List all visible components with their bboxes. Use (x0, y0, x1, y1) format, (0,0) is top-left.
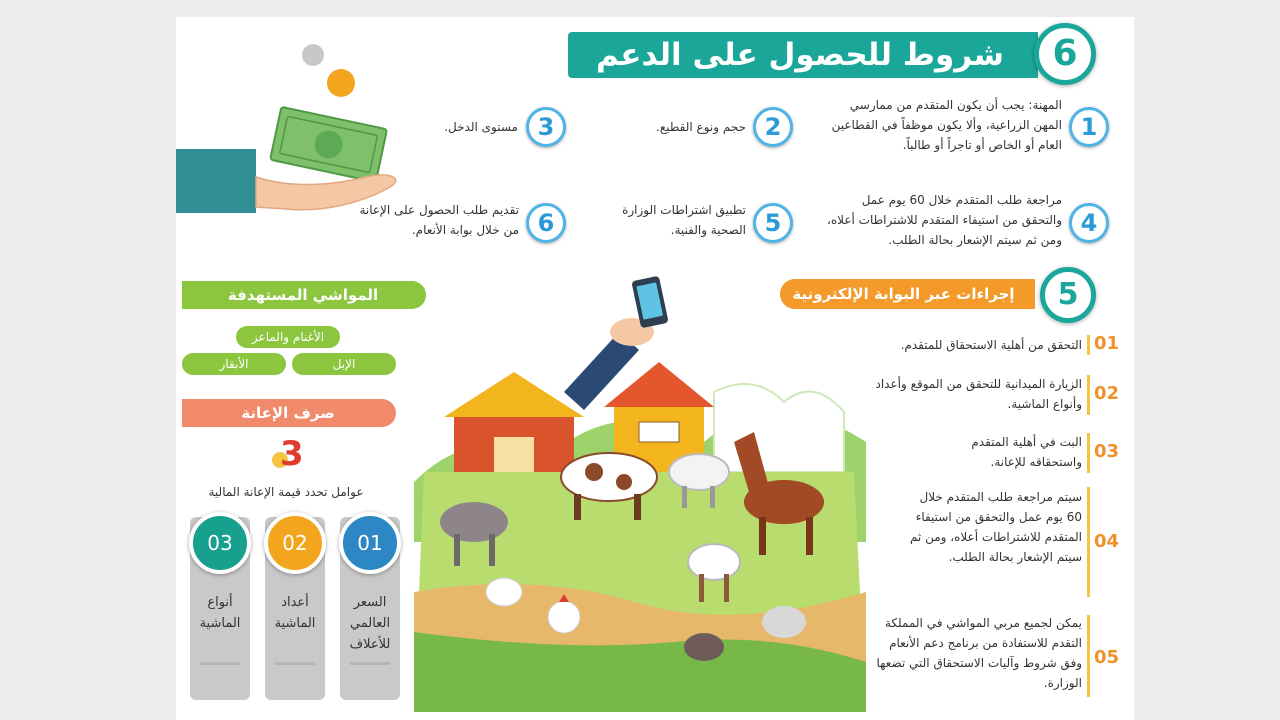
condition-text: تطبيق اشتراطات الوزارة الصحية والفنية. (622, 203, 746, 237)
condition-text: مراجعة طلب المتقدم خلال 60 يوم عمل والتحقق من استيفاء المتقدم للاشتراطات أعلاه، ومن ثم سيتم الإشعار بحالة الطلب. (827, 193, 1062, 247)
disbursement-title: صرف الإعانة (241, 404, 335, 422)
condition-text: المهنة: يجب أن يكون المتقدم من ممارسي المهن الزراعية، وألا يكون موظفاً في القطاعين العام أو الخاص أو تاجراً أو طالباً. (831, 98, 1062, 152)
step-bar (1087, 615, 1090, 697)
step-bar (1087, 487, 1090, 597)
step-number: 02 (1094, 383, 1120, 404)
step-number: 04 (1094, 531, 1120, 552)
livestock-item: الإبل (292, 353, 396, 375)
step-text: البت في أهلية المتقدم واستحقاقه للإعانة. (971, 435, 1082, 469)
title-number-badge: 6 (1034, 23, 1096, 85)
coin-icon (302, 44, 324, 66)
step-bar (1087, 335, 1090, 355)
step-text: الزيارة الميدانية للتحقق من الموقع وأعداد وأنواع الماشية. (875, 377, 1082, 411)
step-number: 05 (1094, 647, 1120, 668)
step-bar (1087, 375, 1090, 415)
coin-icon (327, 69, 355, 97)
step-text: سيتم مراجعة طلب المتقدم خلال 60 يوم عمل والتحقق من استيفاء المتقدم للاشتراطات أعلاه، ومن ثم سيتم الإشعار بحالة الطلب. (909, 490, 1082, 564)
condition-text: تقديم طلب الحصول على الإعانة من خلال بوابة الأنعام. (359, 203, 519, 237)
step-number: 01 (1094, 333, 1120, 354)
factors-caption: عوامل تحدد قيمة الإعانة المالية (208, 485, 364, 499)
portal-title: إجراءات عبر البوابة الإلكترونية (792, 285, 1015, 303)
factors-count: 3 (280, 434, 304, 474)
condition-text: مستوى الدخل. (444, 120, 518, 134)
barn-icon (444, 372, 584, 482)
factor-label: أعداد الماشية (274, 595, 316, 631)
condition-number: 6 (526, 203, 566, 243)
condition-text: حجم ونوع القطيع. (656, 120, 746, 134)
step-text: التحقق من أهلية الاستحقاق للمتقدم. (900, 338, 1082, 352)
factor-divider (275, 662, 315, 665)
banknote-icon (270, 107, 387, 182)
livestock-item: الأبقار (182, 353, 286, 375)
livestock-title: المواشي المستهدفة (227, 286, 379, 304)
hand-money-illustration (176, 37, 416, 227)
step-text: يمكن لجميع مربي المواشي في المملكة التقدم للاستفادة من برنامج دعم الأنعام وفق شروط وآليات الاستحقاق التي تضعها الوزارة. (876, 616, 1082, 690)
factor-label: السعر العالمي للأعلاف (349, 595, 391, 652)
factor-number: 01 (339, 512, 401, 574)
farm-illustration (414, 272, 866, 720)
livestock-item: الأغنام والماعز (236, 326, 340, 348)
condition-number: 2 (753, 107, 793, 147)
factor-label: أنواع الماشية (199, 595, 241, 631)
condition-number: 5 (753, 203, 793, 243)
factor-divider (350, 662, 390, 665)
page-title: شروط للحصول على الدعم (596, 37, 1004, 73)
factor-number: 03 (189, 512, 251, 574)
factor-number: 02 (264, 512, 326, 574)
portal-number-badge: 5 (1040, 267, 1096, 323)
step-number: 03 (1094, 441, 1120, 462)
factor-divider (200, 662, 240, 665)
step-bar (1087, 433, 1090, 473)
condition-number: 1 (1069, 107, 1109, 147)
condition-number: 4 (1069, 203, 1109, 243)
condition-number: 3 (526, 107, 566, 147)
infographic-canvas (176, 17, 1134, 720)
